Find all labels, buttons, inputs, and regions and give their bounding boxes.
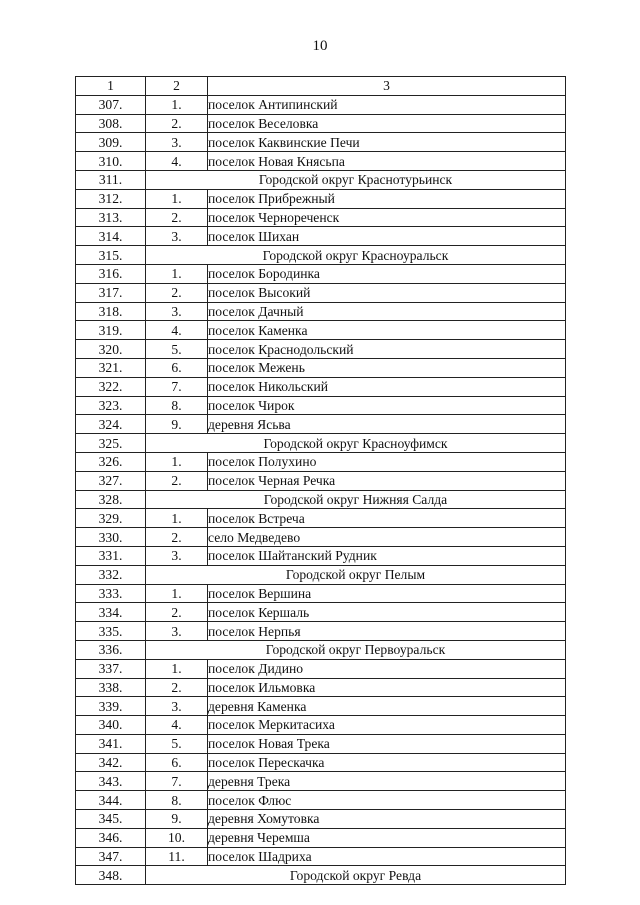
district-row xyxy=(76,866,566,885)
settlement-name: поселок Кершаль xyxy=(208,603,566,622)
settlement-name: поселок Чирок xyxy=(208,396,566,415)
district-name: Городской округ Красноуфимск xyxy=(146,434,566,453)
sub-number: 1. xyxy=(146,659,208,678)
table-row xyxy=(76,810,566,829)
row-number: 326. xyxy=(76,452,146,471)
settlement-name: поселок Ильмовка xyxy=(208,678,566,697)
row-number: 321. xyxy=(76,358,146,377)
sub-number: 4. xyxy=(146,152,208,171)
row-number: 341. xyxy=(76,734,146,753)
settlement-name: деревня Трека xyxy=(208,772,566,791)
sub-number: 8. xyxy=(146,791,208,810)
table-row xyxy=(76,189,566,208)
district-row xyxy=(76,640,566,659)
row-number: 348. xyxy=(76,866,146,885)
table-row xyxy=(76,753,566,772)
settlement-name: поселок Встреча xyxy=(208,509,566,528)
district-name: Городской округ Первоуральск xyxy=(146,640,566,659)
header-col-1: 1 xyxy=(76,77,146,96)
table-row xyxy=(76,95,566,114)
table-row xyxy=(76,415,566,434)
sub-number: 8. xyxy=(146,396,208,415)
table-row xyxy=(76,302,566,321)
table-row xyxy=(76,772,566,791)
table-row xyxy=(76,622,566,641)
table-row xyxy=(76,133,566,152)
table-row xyxy=(76,452,566,471)
table-row xyxy=(76,377,566,396)
sub-number: 2. xyxy=(146,114,208,133)
row-number: 344. xyxy=(76,791,146,810)
settlement-name: поселок Межень xyxy=(208,358,566,377)
district-row xyxy=(76,170,566,189)
sub-number: 2. xyxy=(146,678,208,697)
row-number: 340. xyxy=(76,716,146,735)
settlement-name: поселок Новая Трека xyxy=(208,734,566,753)
table-row xyxy=(76,847,566,866)
settlement-name: поселок Флюс xyxy=(208,791,566,810)
table-header-row xyxy=(76,77,566,96)
row-number: 312. xyxy=(76,189,146,208)
sub-number: 2. xyxy=(146,208,208,227)
row-number: 347. xyxy=(76,847,146,866)
settlement-name: поселок Шайтанский Рудник xyxy=(208,546,566,565)
table-row xyxy=(76,396,566,415)
row-number: 331. xyxy=(76,546,146,565)
header-col-2: 2 xyxy=(146,77,208,96)
sub-number: 6. xyxy=(146,753,208,772)
row-number: 325. xyxy=(76,434,146,453)
row-number: 345. xyxy=(76,810,146,829)
district-name: Городской округ Пелым xyxy=(146,565,566,584)
settlement-name: поселок Новая Княсьпа xyxy=(208,152,566,171)
row-number: 336. xyxy=(76,640,146,659)
row-number: 333. xyxy=(76,584,146,603)
settlements-table xyxy=(75,76,566,885)
row-number: 314. xyxy=(76,227,146,246)
row-number: 339. xyxy=(76,697,146,716)
sub-number: 1. xyxy=(146,584,208,603)
sub-number: 5. xyxy=(146,734,208,753)
row-number: 319. xyxy=(76,321,146,340)
settlement-name: поселок Дидино xyxy=(208,659,566,678)
row-number: 318. xyxy=(76,302,146,321)
row-number: 328. xyxy=(76,490,146,509)
row-number: 308. xyxy=(76,114,146,133)
table-row xyxy=(76,340,566,359)
table-row xyxy=(76,791,566,810)
district-row xyxy=(76,565,566,584)
table-row xyxy=(76,697,566,716)
settlement-name: поселок Краснодольский xyxy=(208,340,566,359)
district-name: Городской округ Краснотурьинск xyxy=(146,170,566,189)
table-row xyxy=(76,603,566,622)
district-name: Городской округ Красноуральск xyxy=(146,246,566,265)
row-number: 329. xyxy=(76,509,146,528)
table-body xyxy=(76,77,566,885)
table-row xyxy=(76,828,566,847)
row-number: 332. xyxy=(76,565,146,584)
sub-number: 2. xyxy=(146,471,208,490)
table-row xyxy=(76,546,566,565)
table-row xyxy=(76,678,566,697)
table-row xyxy=(76,528,566,547)
settlement-name: деревня Черемша xyxy=(208,828,566,847)
settlement-name: село Медведево xyxy=(208,528,566,547)
sub-number: 1. xyxy=(146,509,208,528)
sub-number: 9. xyxy=(146,415,208,434)
table-row xyxy=(76,208,566,227)
row-number: 330. xyxy=(76,528,146,547)
row-number: 343. xyxy=(76,772,146,791)
sub-number: 1. xyxy=(146,189,208,208)
sub-number: 3. xyxy=(146,302,208,321)
settlement-name: поселок Черная Речка xyxy=(208,471,566,490)
settlement-name: поселок Вершина xyxy=(208,584,566,603)
settlement-name: поселок Чернореченск xyxy=(208,208,566,227)
row-number: 327. xyxy=(76,471,146,490)
row-number: 317. xyxy=(76,283,146,302)
page-number: 10 xyxy=(312,38,328,54)
district-name: Городской округ Ревда xyxy=(146,866,566,885)
row-number: 337. xyxy=(76,659,146,678)
table-row xyxy=(76,358,566,377)
district-row xyxy=(76,434,566,453)
settlement-name: поселок Перескачка xyxy=(208,753,566,772)
table-row xyxy=(76,734,566,753)
sub-number: 3. xyxy=(146,546,208,565)
sub-number: 1. xyxy=(146,264,208,283)
table-row xyxy=(76,471,566,490)
sub-number: 9. xyxy=(146,810,208,829)
district-row xyxy=(76,490,566,509)
sub-number: 2. xyxy=(146,283,208,302)
table-row xyxy=(76,716,566,735)
sub-number: 3. xyxy=(146,227,208,246)
settlement-name: деревня Хомутовка xyxy=(208,810,566,829)
settlement-name: деревня Ясьва xyxy=(208,415,566,434)
sub-number: 7. xyxy=(146,772,208,791)
settlement-name: поселок Полухино xyxy=(208,452,566,471)
table-row xyxy=(76,152,566,171)
row-number: 315. xyxy=(76,246,146,265)
table-row xyxy=(76,659,566,678)
row-number: 323. xyxy=(76,396,146,415)
sub-number: 11. xyxy=(146,847,208,866)
settlement-name: поселок Каквинские Печи xyxy=(208,133,566,152)
sub-number: 4. xyxy=(146,716,208,735)
sub-number: 1. xyxy=(146,95,208,114)
sub-number: 3. xyxy=(146,133,208,152)
settlement-name: поселок Антипинский xyxy=(208,95,566,114)
table-row xyxy=(76,509,566,528)
settlement-name: поселок Шихан xyxy=(208,227,566,246)
table-row xyxy=(76,264,566,283)
row-number: 338. xyxy=(76,678,146,697)
sub-number: 2. xyxy=(146,603,208,622)
row-number: 334. xyxy=(76,603,146,622)
row-number: 342. xyxy=(76,753,146,772)
sub-number: 7. xyxy=(146,377,208,396)
settlement-name: поселок Никольский xyxy=(208,377,566,396)
settlement-name: поселок Дачный xyxy=(208,302,566,321)
sub-number: 3. xyxy=(146,697,208,716)
settlement-name: поселок Прибрежный xyxy=(208,189,566,208)
district-row xyxy=(76,246,566,265)
row-number: 324. xyxy=(76,415,146,434)
table-row xyxy=(76,321,566,340)
sub-number: 4. xyxy=(146,321,208,340)
row-number: 316. xyxy=(76,264,146,283)
district-name: Городской округ Нижняя Салда xyxy=(146,490,566,509)
table-row xyxy=(76,114,566,133)
settlement-name: поселок Шадриха xyxy=(208,847,566,866)
sub-number: 2. xyxy=(146,528,208,547)
row-number: 320. xyxy=(76,340,146,359)
header-col-3: 3 xyxy=(208,77,566,96)
row-number: 309. xyxy=(76,133,146,152)
table-row xyxy=(76,283,566,302)
sub-number: 3. xyxy=(146,622,208,641)
sub-number: 1. xyxy=(146,452,208,471)
row-number: 313. xyxy=(76,208,146,227)
settlement-name: деревня Каменка xyxy=(208,697,566,716)
row-number: 346. xyxy=(76,828,146,847)
table-row xyxy=(76,584,566,603)
row-number: 322. xyxy=(76,377,146,396)
row-number: 335. xyxy=(76,622,146,641)
table-row xyxy=(76,227,566,246)
row-number: 307. xyxy=(76,95,146,114)
settlement-name: поселок Бородинка xyxy=(208,264,566,283)
settlement-name: поселок Веселовка xyxy=(208,114,566,133)
settlement-name: поселок Меркитасиха xyxy=(208,716,566,735)
settlement-name: поселок Высокий xyxy=(208,283,566,302)
row-number: 310. xyxy=(76,152,146,171)
settlement-name: поселок Каменка xyxy=(208,321,566,340)
settlement-name: поселок Нерпья xyxy=(208,622,566,641)
row-number: 311. xyxy=(76,170,146,189)
sub-number: 6. xyxy=(146,358,208,377)
sub-number: 10. xyxy=(146,828,208,847)
sub-number: 5. xyxy=(146,340,208,359)
